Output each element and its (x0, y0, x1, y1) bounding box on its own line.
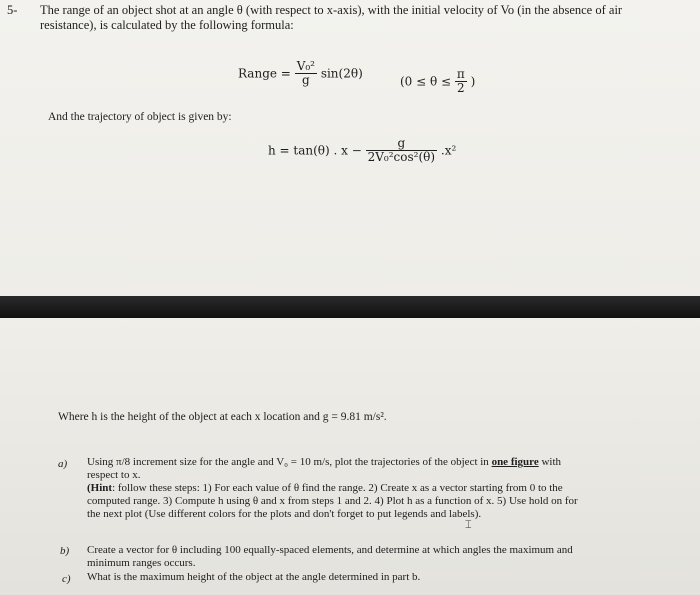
trajectory-rhs: .x² (440, 143, 457, 158)
angle-condition (400, 68, 475, 96)
range-fraction (295, 60, 317, 88)
condition-numerator: π (456, 67, 465, 81)
trajectory-numerator: g (366, 137, 437, 151)
question-number: 5- (7, 3, 18, 17)
condition-close: ) (470, 74, 476, 89)
trajectory-label: And the trajectory of object is given by: (48, 111, 232, 123)
part-b-text (87, 544, 573, 570)
part-a-marker: a) (58, 458, 68, 470)
text-cursor-icon: ⌶ (465, 519, 472, 531)
condition-denominator: 2 (457, 81, 465, 96)
condition-fraction (455, 68, 467, 96)
dark-fold-band (0, 296, 700, 318)
hint-label: (Hint (87, 482, 113, 494)
part-c-text (87, 571, 420, 584)
part-a-text (87, 456, 578, 521)
range-formula (238, 60, 363, 88)
part-a-line-5: the next plot (Use different colors for the plots and don't forget to put legends and labels). (87, 508, 482, 520)
range-numerator: V₀² (296, 59, 315, 73)
part-c-line-1: What is the maximum height of the object at the angle determined in part b. (87, 571, 421, 583)
part-a-line-4: computed range. 3) Compute h using θ and x from steps 1 and 2. 4) Plot h as a function of x. 5) Use hold on for (87, 495, 578, 507)
part-a-line-1: Using π/8 increment size for the angle and V₀ = 10 m/s, plot the trajectories of the object in one figure with (87, 456, 562, 468)
range-denominator: g (301, 73, 310, 88)
condition-open: (0 ≤ θ ≤ (400, 74, 452, 89)
intro-line-2: resistance), is calculated by the following formula: (40, 18, 294, 32)
part-a-line-2: respect to x. (87, 469, 141, 481)
trajectory-lhs: h = tan(θ) . x − (268, 143, 362, 158)
part-b-line-1: Create a vector for θ including 100 equally-spaced elements, and determine at which angles the maximum and (87, 544, 573, 556)
trajectory-denominator: 2V₀²cos²(θ) (367, 150, 436, 165)
where-note: Where h is the height of the object at each x location and g = 9.81 m/s². (58, 411, 387, 423)
range-lhs: Range = (238, 66, 291, 81)
trajectory-fraction (366, 137, 437, 165)
part-b-marker: b) (60, 545, 70, 557)
part-b-line-2: minimum ranges occurs. (87, 557, 196, 569)
trajectory-formula (268, 137, 456, 165)
part-c-marker: c) (62, 573, 71, 585)
part-a-line-3: (Hint: follow these steps: 1) For each value of θ find the range. 2) Create x as a vector starting from 0 to the (87, 482, 563, 494)
range-function: sin(2θ) (320, 66, 363, 81)
intro-line-1: The range of an object shot at an angle θ (with respect to x-axis), with the initial velocity of Vo (in the absence of air (40, 3, 623, 17)
one-figure-emphasis: one figure (491, 456, 539, 468)
